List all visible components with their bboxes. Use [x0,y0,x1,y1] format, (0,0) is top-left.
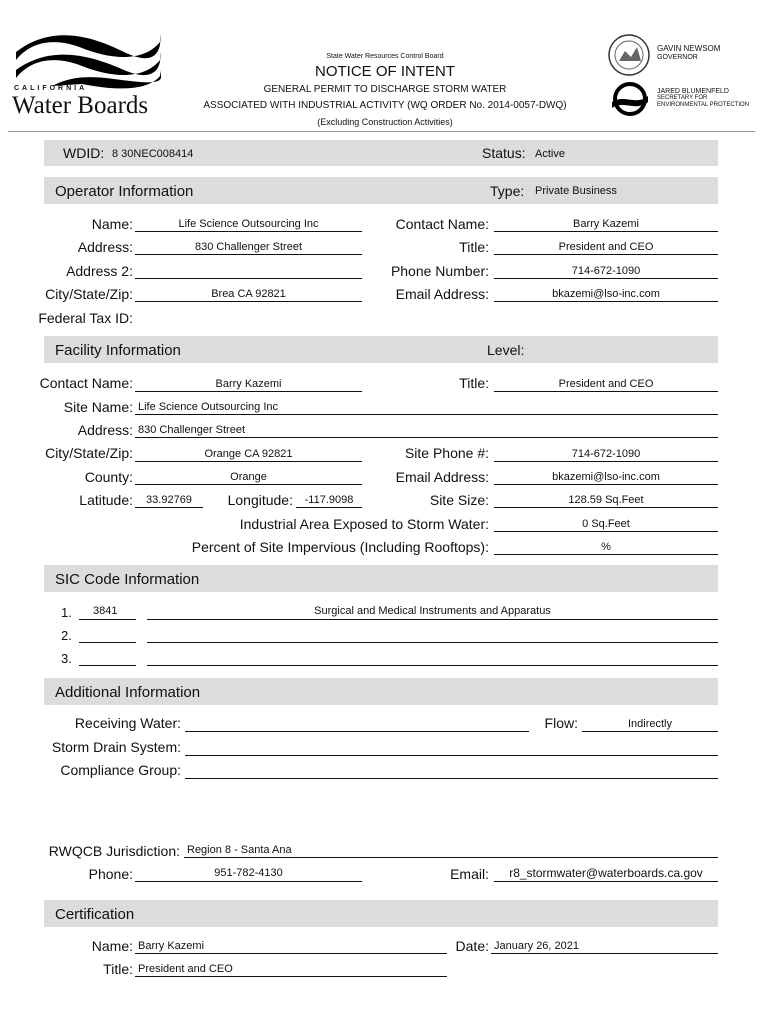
storm-drain-line [185,755,718,756]
cert-date-value: January 26, 2021 [494,940,580,952]
operator-name-value: Life Science Outsourcing Inc [178,218,319,230]
facility-impervious-label: Percent of Site Impervious (Including Rooftops): [191,539,489,555]
facility-contact-line [135,391,362,392]
facility-csz-line [135,461,362,462]
certification-section-bar [44,900,718,927]
operator-taxid-label: Federal Tax ID: [38,310,133,326]
facility-site-phone-label: Site Phone #: [404,445,489,461]
facility-title-value: President and CEO [558,378,654,390]
facility-site-name-label: Site Name: [63,399,133,415]
sic-heading: SIC Code Information [55,571,200,588]
facility-lat-value: 33.92769 [146,494,192,506]
cert-title-value: President and CEO [138,963,233,975]
wdid-label: WDID: [63,145,105,161]
page-title: NOTICE OF INTENT [315,63,455,80]
storm-drain-label: Storm Drain System: [51,739,181,755]
operator-heading: Operator Information [55,183,194,200]
facility-email-value: bkazemi@lso-inc.com [552,471,660,483]
compliance-group-label: Compliance Group: [60,762,181,778]
header-divider [8,131,755,132]
operator-phone-label: Phone Number: [390,263,489,279]
operator-contact-value: Barry Kazemi [572,218,640,230]
facility-size-label: Site Size: [429,492,489,508]
sic-desc-value: Surgical and Medical Instruments and Apparatus [314,605,551,617]
operator-address2-label: Address 2: [66,263,133,279]
facility-impervious-value: % [601,541,611,553]
facility-contact-value: Barry Kazemi [215,378,282,390]
state-seal-icon [607,33,651,77]
operator-name-line [135,231,362,232]
facility-site-phone-line [494,461,718,462]
facility-lat-line [135,507,203,508]
operator-phone-value: 714-672-1090 [571,265,641,277]
facility-county-label: County: [84,469,133,485]
operator-title-value: President and CEO [558,241,654,253]
logo-small-text: CALIFORNIA [14,85,88,92]
facility-county-value: Orange [230,471,267,483]
facility-lon-label: Longitude: [227,492,293,508]
operator-title-label: Title: [459,239,489,255]
header-line2: ASSOCIATED WITH INDUSTRIAL ACTIVITY (WQ ORDER No. 2014-0057-DWQ) [203,100,567,111]
logo-big-text: Water Boards [12,92,149,119]
operator-email-label: Email Address: [395,286,489,302]
sic-code-line [79,642,136,643]
status-value: Active [535,148,565,160]
facility-contact-label: Contact Name: [39,375,133,391]
operator-csz-line [135,301,362,302]
facility-ind-area-label: Industrial Area Exposed to Storm Water: [239,516,489,532]
sic-desc-line [147,642,718,643]
operator-name-label: Name: [91,216,133,232]
governor-name: GAVIN NEWSOM [657,44,721,53]
facility-ind-area-line [494,531,718,532]
facility-ind-area-value: 0 Sq.Feet [582,518,630,530]
facility-email-line [494,484,718,485]
facility-lon-value: -117.9098 [304,494,354,506]
sic-desc-line [147,665,718,666]
operator-email-line [494,301,718,302]
facility-csz-value: Orange CA 92821 [204,448,293,460]
operator-phone-line [494,278,718,279]
rwqcb-jurisdiction-value: Region 8 - Santa Ana [187,844,292,856]
secretary-name: JARED BLUMENFELD [657,88,729,95]
rwqcb-phone-label: Phone: [88,866,133,882]
facility-site-name-line [135,414,718,415]
operator-contact-label: Contact Name: [395,216,489,232]
rwqcb-jurisdiction-label: RWQCB Jurisdiction: [48,843,180,859]
sic-row-num: 2. [61,628,72,643]
rwqcb-phone-value: 951-782-4130 [214,867,283,879]
facility-size-line [494,507,718,508]
facility-title-line [494,391,718,392]
sic-desc-line [147,619,718,620]
facility-site-name-value: Life Science Outsourcing Inc [138,401,279,413]
rwqcb-email-value: r8_stormwater@waterboards.ca.gov [509,866,703,880]
operator-csz-value: Brea CA 92821 [211,288,286,300]
operator-email-value: bkazemi@lso-inc.com [552,288,660,300]
additional-heading: Additional Information [55,684,201,701]
cert-date-label: Date: [455,938,489,954]
cert-name-label: Name: [91,938,133,954]
cert-title-label: Title: [103,961,133,977]
facility-lon-line [296,507,362,508]
calepa-logo-icon [610,82,650,116]
operator-address-label: Address: [77,239,133,255]
sic-code-value: 3841 [93,605,118,617]
header-line1: GENERAL PERMIT TO DISCHARGE STORM WATER [263,84,507,95]
sic-code-line [79,619,136,620]
facility-csz-label: City/State/Zip: [45,445,133,461]
sic-row-num: 3. [61,651,72,666]
water-boards-logo [12,30,162,122]
facility-lat-label: Latitude: [79,492,133,508]
status-label: Status: [482,145,526,161]
rwqcb-phone-line [135,881,362,882]
flow-label: Flow: [544,715,578,731]
facility-address-label: Address: [77,422,133,438]
operator-address-line [135,254,362,255]
receiving-water-label: Receiving Water: [74,715,181,731]
flow-value: Indirectly [627,718,673,730]
operator-contact-line [494,231,718,232]
facility-address-line [135,437,718,438]
sic-code-line [79,665,136,666]
compliance-group-line [185,778,718,779]
facility-site-phone-value: 714-672-1090 [571,448,641,460]
cert-name-value: Barry Kazemi [138,940,205,952]
facility-impervious-line [494,554,718,555]
operator-address2-line [135,278,362,279]
waves-icon [12,30,162,90]
rwqcb-email-line [494,881,718,882]
facility-email-label: Email Address: [395,469,489,485]
governor-title: GOVERNOR [657,54,698,61]
facility-size-value: 128.59 Sq.Feet [568,494,644,506]
sic-row-num: 1. [61,605,72,620]
rwqcb-email-label: Email: [450,866,489,882]
certification-heading: Certification [55,906,135,923]
operator-title-line [494,254,718,255]
secretary-title1: SECRETARY FOR [657,95,708,101]
wdid-value: 8 30NEC008414 [112,148,194,160]
operator-address-value: 830 Challenger Street [194,241,302,253]
operator-csz-label: City/State/Zip: [45,286,133,302]
operator-type-label: Type: [490,183,525,199]
cert-date-line [491,953,718,954]
facility-level-label: Level: [487,342,525,358]
agency-name: State Water Resources Control Board [326,53,444,60]
cert-name-line [135,953,447,954]
operator-type-value: Private Business [535,185,617,197]
flow-line [582,731,718,732]
facility-heading: Facility Information [55,342,181,359]
rwqcb-jurisdiction-line [184,857,718,858]
facility-county-line [135,484,362,485]
facility-address-value: 830 Challenger Street [138,424,246,436]
header-line3: (Excluding Construction Activities) [317,117,453,127]
receiving-water-line [185,731,529,732]
secretary-title2: ENVIRONMENTAL PROTECTION [657,102,750,108]
cert-title-line [135,976,447,977]
facility-title-label: Title: [459,375,489,391]
